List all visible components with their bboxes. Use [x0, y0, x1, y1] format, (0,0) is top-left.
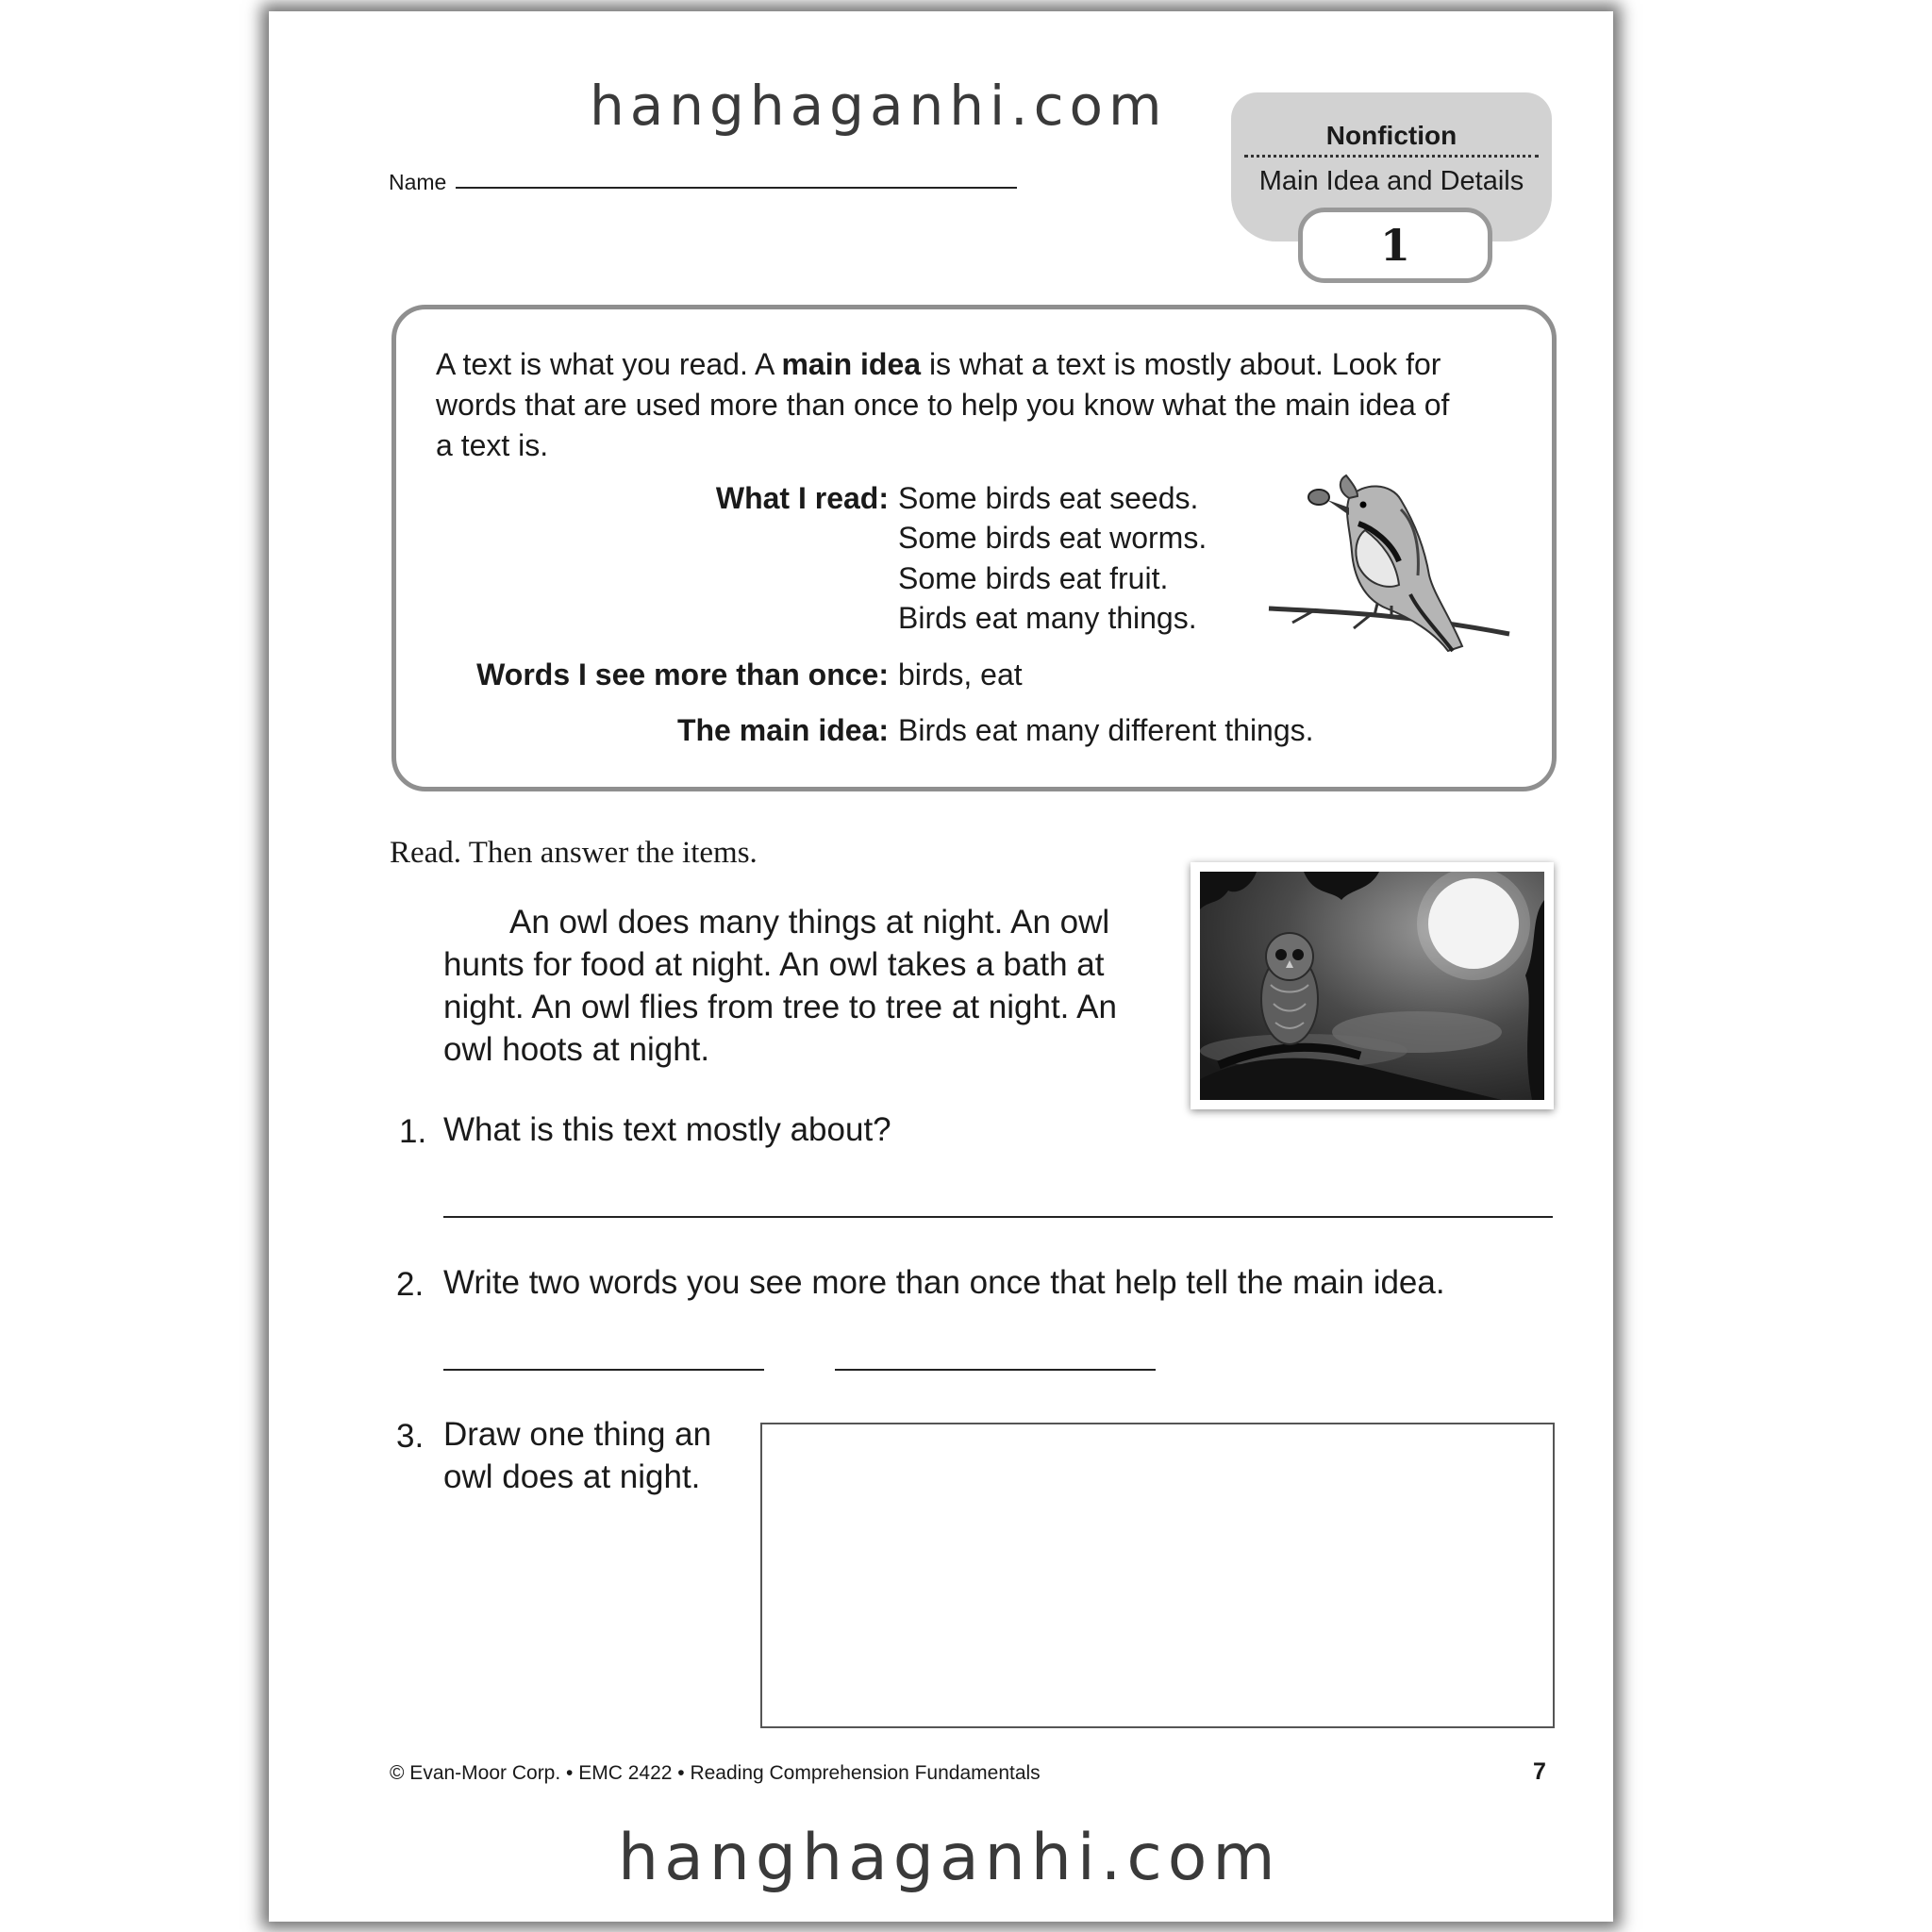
question-text: Write two words you see more than once that help tell the main idea.: [443, 1264, 1445, 1301]
owl-photo: [1191, 862, 1554, 1109]
words-label: Words I see more than once:: [476, 658, 889, 691]
read-line: Some birds eat seeds.: [898, 481, 1199, 515]
read-line: Birds eat many things.: [898, 601, 1197, 635]
answer-line-2a[interactable]: [443, 1369, 764, 1371]
name-line[interactable]: [456, 187, 1017, 189]
tab-subtitle: Main Idea and Details: [1258, 166, 1524, 196]
what-i-read-label: What I read:: [715, 481, 889, 515]
answer-line-1[interactable]: [443, 1216, 1553, 1218]
main-idea-label: The main idea:: [676, 713, 889, 747]
page-number: 7: [1533, 1758, 1546, 1785]
question-number: 2.: [396, 1266, 425, 1303]
read-line: Some birds eat fruit.: [898, 561, 1169, 595]
words-value: birds, eat: [898, 658, 1023, 691]
question-text: What is this text mostly about?: [443, 1111, 891, 1148]
watermark-top: hanghaganhi.com: [590, 74, 1168, 138]
drawing-box[interactable]: [760, 1423, 1555, 1728]
read-line: Some birds eat worms.: [898, 521, 1208, 555]
instructions: Read. Then answer the items.: [390, 836, 758, 870]
info-intro: A text is what you read. A main idea is what a text is mostly about. Look for words that are used more than once to help you know what the main idea of a text is.: [436, 347, 1450, 462]
owl-passage: An owl does many things at night. An owl hunts for food at night. An owl takes a bath at night. An owl flies from tree to tree at night. An owl hoots at night.: [443, 904, 1117, 1068]
watermark-bottom: hanghaganhi.com: [618, 1821, 1281, 1895]
question-number: 1.: [399, 1113, 427, 1150]
lesson-number: 1: [1298, 208, 1492, 283]
tab-title: Nonfiction: [1325, 121, 1457, 150]
name-label: Name: [389, 170, 447, 194]
question-text: Draw one thing an owl does at night.: [443, 1416, 712, 1495]
tab-divider: [1244, 155, 1539, 158]
bird-icon: [1259, 472, 1533, 670]
question-number: 3.: [396, 1418, 425, 1455]
owl-icon: [1191, 862, 1554, 1109]
answer-line-2b[interactable]: [835, 1369, 1156, 1371]
main-idea-value: Birds eat many different things.: [898, 713, 1314, 747]
main-idea-term: main idea: [781, 347, 922, 381]
footer-copyright: © Evan-Moor Corp. • EMC 2422 • Reading Comprehension Fundamentals: [390, 1762, 1041, 1784]
